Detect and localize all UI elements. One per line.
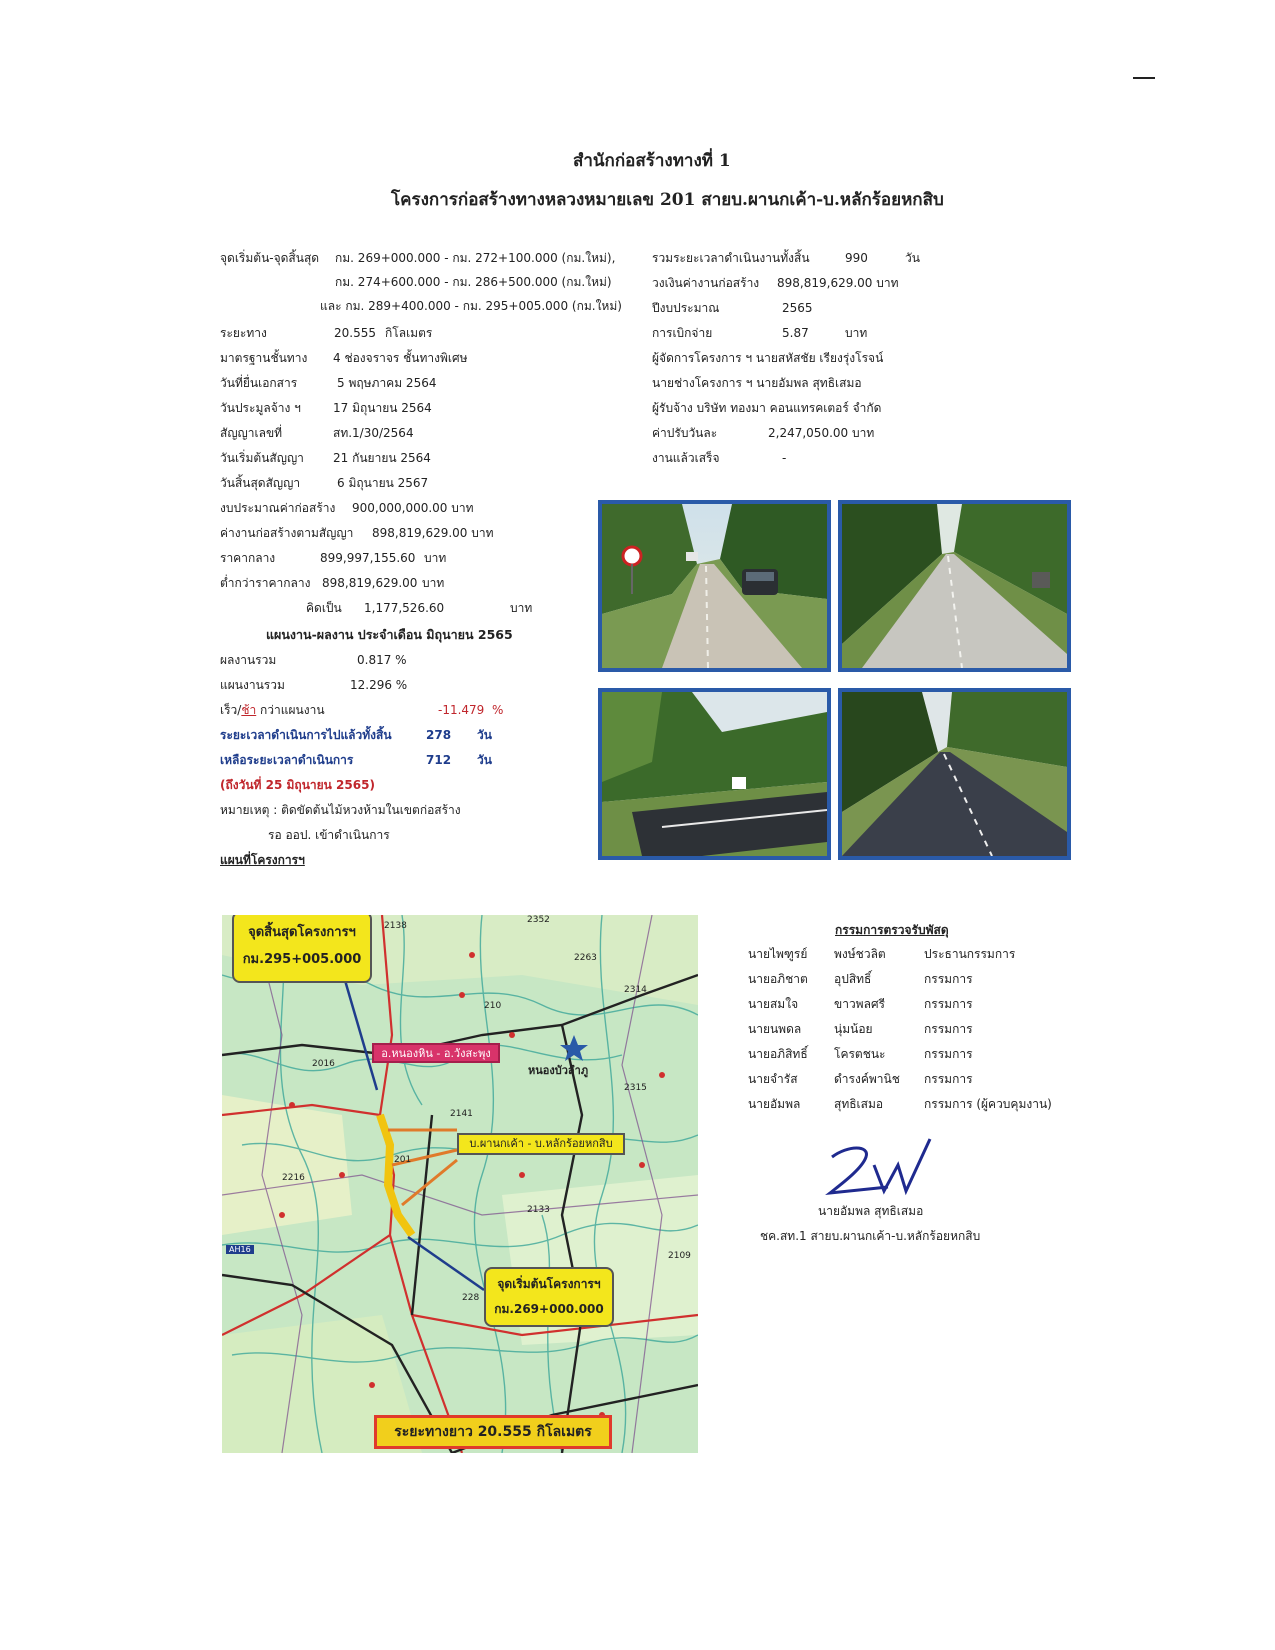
speed-row	[220, 702, 325, 718]
committee-last-5: โครตชนะ	[834, 1047, 886, 1061]
committee-role-6: กรรมการ	[924, 1072, 973, 1086]
signer-name: นายอัมพล สุทธิเสมอ	[818, 1204, 924, 1218]
committee-role-5: กรรมการ	[924, 1047, 973, 1061]
bid-value: 17 มิถุนายน 2564	[333, 401, 432, 415]
site-photo-3	[598, 688, 831, 860]
committee-first-2: นายอภิชาต	[748, 972, 808, 986]
committee-last-4: นุ่มน้อย	[834, 1022, 873, 1036]
map-heading: แผนที่โครงการฯ	[220, 853, 305, 867]
remain-value: 712	[426, 753, 452, 767]
cost-value: 898,819,629.00 บาท	[777, 276, 899, 290]
end-point-callout	[232, 915, 372, 983]
end-point-title: จุดสิ้นสุดโครงการฯ	[248, 925, 356, 940]
segment-text: บ.ผานกเค้า - บ.หลักร้อยหกสิบ	[469, 1137, 613, 1150]
map-route-2216: 2216	[282, 1173, 305, 1183]
map-route-228: 228	[462, 1293, 480, 1303]
contract-start-label: วันเริ่มต้นสัญญา	[220, 451, 304, 465]
contract-no-value: สท.1/30/2564	[333, 426, 414, 440]
elapsed-value: 278	[426, 728, 452, 742]
end-point-km: กม.295+005.000	[242, 952, 362, 967]
median-unit: บาท	[424, 551, 447, 565]
length-text: ระยะทางยาว 20.555 กิโลเมตร	[394, 1424, 592, 1440]
contract-cost-value: 898,819,629.00 บาท	[372, 526, 494, 540]
road-photo-3-art	[602, 692, 827, 856]
map-town-label: หนองบัวลำภู	[528, 1064, 589, 1077]
engineer-row: นายช่างโครงการ ฯ นายอัมพล สุทธิเสมอ	[652, 376, 862, 390]
committee-last-7: สุทธิเสมอ	[834, 1097, 884, 1111]
committee-first-5: นายอภิสิทธิ์	[748, 1047, 808, 1061]
standard-label: มาตรฐานชั้นทาง	[220, 351, 308, 365]
budget-label: งบประมาณค่าก่อสร้าง	[220, 501, 336, 515]
map-route-ah16: AH16	[226, 1245, 254, 1254]
committee-role-4: กรรมการ	[924, 1022, 973, 1036]
standard-value: 4 ช่องจราจร ชั้นทางพิเศษ	[333, 351, 468, 365]
elapsed-unit: วัน	[477, 728, 492, 742]
fast-text: เร็ว/	[220, 703, 242, 717]
lower-unit: บาท	[422, 576, 445, 590]
bid-label: วันประมูลจ้าง ฯ	[220, 401, 301, 415]
committee-role-1: ประธานกรรมการ	[924, 947, 1016, 961]
median-label: ราคากลาง	[220, 551, 276, 565]
plan-value: 12.296 %	[350, 678, 408, 692]
start-end-label: จุดเริ่มต้น-จุดสิ้นสุด	[220, 251, 320, 265]
distance-value: 20.555	[334, 326, 376, 340]
office-title: สำนักก่อสร้างทางที่ 1	[573, 151, 731, 171]
note-line-2: รอ ออป. เข้าดำเนินการ	[268, 828, 390, 842]
fine-value: 2,247,050.00 บาท	[768, 426, 875, 440]
segment-callout	[457, 1133, 625, 1155]
equiv-unit: บาท	[510, 601, 533, 615]
district-text: อ.หนองหิน - อ.วังสะพุง	[381, 1047, 491, 1060]
start-point-title: จุดเริ่มต้นโครงการฯ	[497, 1277, 601, 1291]
result-label: ผลงานรวม	[220, 653, 277, 667]
project-map	[222, 915, 698, 1453]
distance-label: ระยะทาง	[220, 326, 267, 340]
plan-label: แผนงานรวม	[220, 678, 285, 692]
contract-end-label: วันสิ้นสุดสัญญา	[220, 476, 301, 490]
lower-value: 898,819,629.00	[322, 576, 418, 590]
plan-heading: แผนงาน-ผลงาน ประจำเดือน มิถุนายน 2565	[266, 627, 513, 642]
disburse-unit: บาท	[845, 326, 868, 340]
map-route-2138: 2138	[384, 921, 407, 931]
diff-value: -11.479	[438, 703, 485, 717]
scan-mark	[1133, 77, 1155, 79]
fiscal-label: ปีงบประมาณ	[652, 301, 720, 315]
contract-no-label: สัญญาเลขที่	[220, 426, 283, 440]
vs-plan-text: กว่าแผนงาน	[256, 703, 325, 717]
manager-row: ผู้จัดการโครงการ ฯ นายสหัสชัย เรียงรุ่งโรจน์	[652, 351, 884, 365]
committee-last-3: ขาวพลศรี	[834, 997, 886, 1011]
committee-first-4: นายนพดล	[748, 1022, 802, 1036]
disburse-label: การเบิกจ่าย	[652, 326, 713, 340]
map-route-2016: 2016	[312, 1059, 335, 1069]
committee-first-1: นายไพฑูรย์	[748, 947, 808, 961]
committee-role-7: กรรมการ (ผู้ควบคุมงาน)	[924, 1097, 1052, 1111]
contract-end-value: 6 มิถุนายน 2567	[337, 476, 429, 490]
committee-first-3: นายสมใจ	[748, 997, 799, 1011]
map-route-2263: 2263	[574, 953, 597, 963]
contract-start-value: 21 กันยายน 2564	[333, 451, 431, 465]
length-callout	[374, 1415, 612, 1449]
start-point-km: กม.269+000.000	[494, 1302, 604, 1316]
disburse-value: 5.87	[782, 326, 809, 340]
committee-last-1: พงษ์ชวลิต	[834, 947, 886, 961]
start-end-line-3: และ กม. 289+400.000 - กม. 295+005.000 (กม.ใหม่)	[320, 299, 622, 313]
lower-label: ต่ำกว่าราคากลาง	[220, 576, 311, 590]
map-route-2109: 2109	[668, 1251, 691, 1261]
cost-label: วงเงินค่างานก่อสร้าง	[652, 276, 760, 290]
done-value: -	[782, 451, 787, 465]
median-value: 899,997,155.60	[320, 551, 416, 565]
committee-role-2: กรรมการ	[924, 972, 973, 986]
map-route-2133: 2133	[527, 1205, 550, 1215]
committee-last-2: อุปสิทธิ์	[834, 972, 872, 986]
committee-heading: กรรมการตรวจรับพัสดุ	[835, 923, 949, 937]
contract-cost-label: ค่างานก่อสร้างตามสัญญา	[220, 526, 354, 540]
equiv-label: คิดเป็น	[306, 601, 342, 615]
committee-first-6: นายจำรัส	[748, 1072, 798, 1086]
signer-title: ชค.สท.1 สายบ.ผานกเค้า-บ.หลักร้อยหกสิบ	[760, 1229, 981, 1243]
result-value: 0.817 %	[357, 653, 407, 667]
road-photo-2-art	[842, 504, 1067, 668]
district-callout	[372, 1043, 500, 1063]
map-route-210: 210	[484, 1001, 502, 1011]
elapsed-label: ระยะเวลาดำเนินการไปแล้วทั้งสิ้น	[220, 728, 392, 742]
site-photo-2	[838, 500, 1071, 672]
site-photo-1	[598, 500, 831, 672]
map-route-2315: 2315	[624, 1083, 647, 1093]
map-route-2141: 2141	[450, 1109, 473, 1119]
note-line-1: หมายเหตุ : ติดขัดต้นไม้หวงห้ามในเขตก่อสร้าง	[220, 803, 461, 817]
budget-value: 900,000,000.00 บาท	[352, 501, 474, 515]
committee-last-6: ดำรงค์พานิช	[834, 1072, 900, 1086]
submit-value: 5 พฤษภาคม 2564	[337, 376, 437, 390]
contractor-row: ผู้รับจ้าง บริษัท ทองมา คอนแทรคเตอร์ จำกัด	[652, 401, 882, 415]
start-end-line-1: กม. 269+000.000 - กม. 272+100.000 (กม.ใหม่),	[335, 251, 616, 265]
fiscal-value: 2565	[782, 301, 813, 315]
road-photo-1-art	[602, 504, 827, 668]
total-time-unit: วัน	[905, 251, 920, 265]
road-photo-4-art	[842, 692, 1067, 856]
slow-text: ช้า	[241, 703, 257, 717]
remain-label: เหลือระยะเวลาดำเนินการ	[220, 753, 354, 767]
project-title: โครงการก่อสร้างทางหลวงหมายเลข 201 สายบ.ผานกเค้า-บ.หลักร้อยหกสิบ	[391, 190, 944, 210]
diff-unit: %	[492, 703, 504, 717]
committee-first-7: นายอัมพล	[748, 1097, 801, 1111]
total-time-value: 990	[845, 251, 868, 265]
map-art	[222, 915, 698, 1453]
remain-unit: วัน	[477, 753, 492, 767]
as-of-date: (ถึงวันที่ 25 มิถุนายน 2565)	[220, 778, 375, 792]
start-point-callout	[484, 1267, 614, 1327]
start-end-line-2: กม. 274+600.000 - กม. 286+500.000 (กม.ใหม่)	[335, 275, 612, 289]
equiv-value: 1,177,526.60	[364, 601, 445, 615]
fine-label: ค่าปรับวันละ	[652, 426, 718, 440]
distance-unit: กิโลเมตร	[385, 326, 433, 340]
map-route-201: 201	[394, 1155, 412, 1165]
submit-label: วันที่ยื่นเอกสาร	[220, 376, 298, 390]
total-time-label: รวมระยะเวลาดำเนินงานทั้งสิ้น	[652, 251, 810, 265]
map-route-2314: 2314	[624, 985, 647, 995]
done-label: งานแล้วเสร็จ	[652, 451, 720, 465]
committee-role-3: กรรมการ	[924, 997, 973, 1011]
map-route-2352: 2352	[527, 915, 550, 925]
site-photo-4	[838, 688, 1071, 860]
